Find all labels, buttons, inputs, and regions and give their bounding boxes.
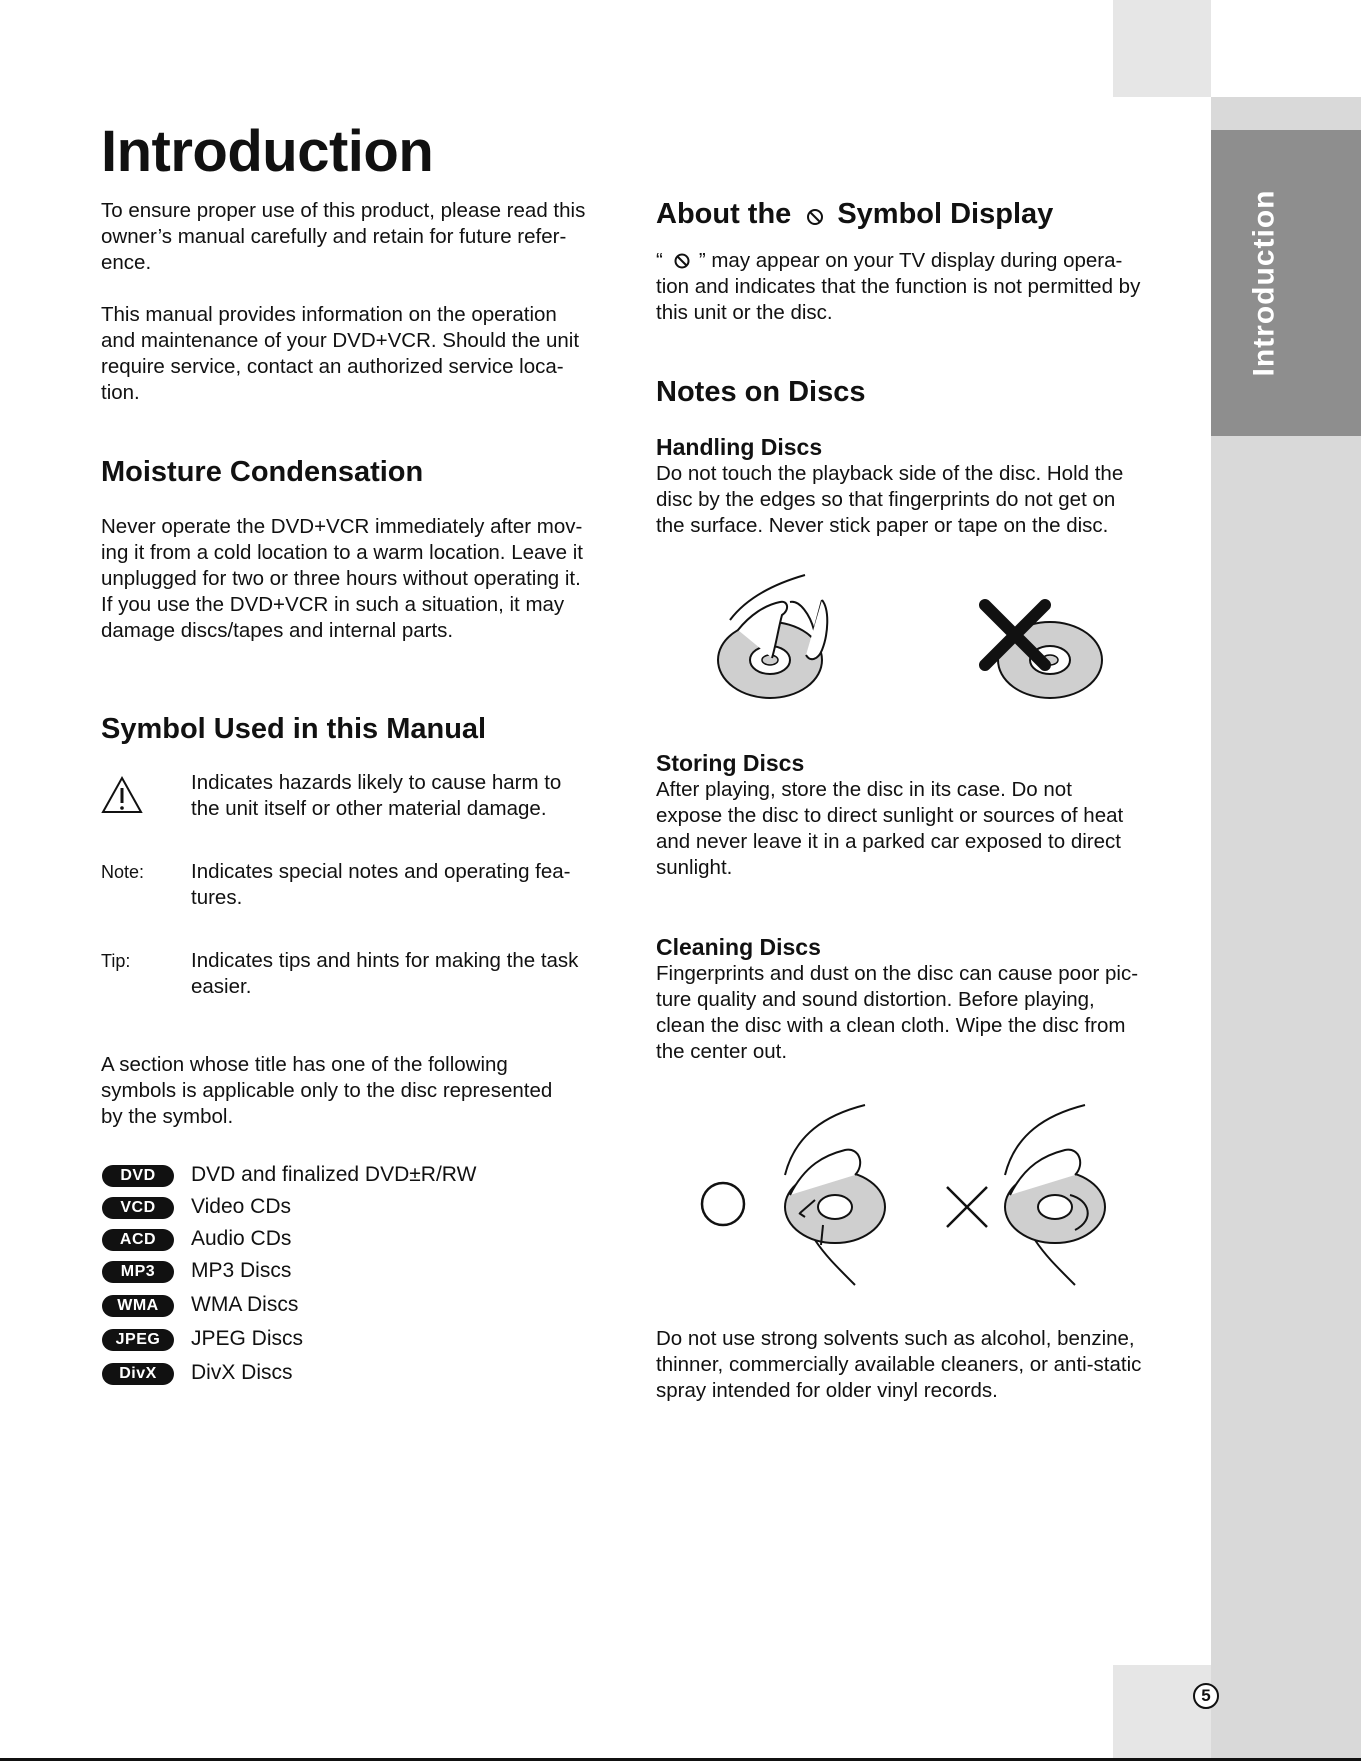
- moisture-paragraph: Never operate the DVD+VCR immediately after mov- ing it from a cold location to a warm location. Leave it unplugged for two or three hours without operating it. If you use the DVD+VCR in such a situation, it may damage discs/tapes and internal parts.: [101, 515, 583, 642]
- disc-held-correctly-illustration: [710, 560, 860, 710]
- cleaning-discs-heading: Cleaning Discs: [656, 934, 821, 960]
- cleaning-discs-paragraph: Fingerprints and dust on the disc can cause poor pic- ture quality and sound distortion. Before playing, clean the disc with a clean cloth. Wipe the disc from the center out.: [656, 962, 1139, 1063]
- warning-triangle-icon: [101, 776, 143, 814]
- dvd-badge-label: DVD and finalized DVD±R/RW: [191, 1163, 477, 1186]
- margin-bottom-block: [1113, 1665, 1211, 1761]
- disc-cleaning-illustration: [695, 1095, 1135, 1295]
- about-symbol-paragraph: “ ” may appear on your TV display during opera- tion and indicates that the function is not permitted by this unit or the disc.: [656, 249, 1141, 324]
- intro-paragraph-1: To ensure proper use of this product, please read this owner’s manual carefully and retain for future refer- ence.: [101, 199, 586, 274]
- warning-description: Indicates hazards likely to cause harm to the unit itself or other material damage.: [191, 771, 562, 820]
- margin-top-block: [1113, 0, 1211, 97]
- moisture-heading: Moisture Condensation: [101, 456, 424, 488]
- solvent-warning-paragraph: Do not use strong solvents such as alcohol, benzine, thinner, commercially available cleaners, or anti-static spray intended for older vinyl records.: [656, 1327, 1142, 1402]
- prohibited-icon-inline: [673, 252, 691, 270]
- about-symbol-heading: About the Symbol Display: [656, 198, 1054, 230]
- margin-bottom-band: [1211, 1665, 1361, 1761]
- notes-on-discs-heading: Notes on Discs: [656, 376, 866, 408]
- correct-mark-icon: [702, 1183, 744, 1225]
- symbols-heading: Symbol Used in this Manual: [101, 713, 487, 745]
- wma-badge-icon: WMA: [102, 1295, 174, 1317]
- wma-badge-label: WMA Discs: [191, 1293, 299, 1316]
- vcd-badge-label: Video CDs: [191, 1195, 291, 1218]
- jpeg-badge-label: JPEG Discs: [191, 1327, 304, 1350]
- storing-discs-heading: Storing Discs: [656, 750, 805, 776]
- tip-description: Indicates tips and hints for making the task easier.: [191, 949, 579, 998]
- disc-held-incorrectly-illustration: [975, 590, 1115, 710]
- divx-badge-label: DivX Discs: [191, 1361, 293, 1384]
- mp3-badge-label: MP3 Discs: [191, 1259, 292, 1282]
- mp3-badge-icon: MP3: [102, 1261, 174, 1283]
- disc-section-paragraph: A section whose title has one of the following symbols is applicable only to the disc represented by the symbol.: [101, 1053, 553, 1128]
- page-gutter: [1113, 97, 1211, 1665]
- prohibited-icon: [805, 205, 825, 225]
- note-description: Indicates special notes and operating fea- tures.: [191, 860, 571, 909]
- storing-discs-paragraph: After playing, store the disc in its case. Do not expose the disc to direct sunlight or sources of heat and never leave it in a parked car exposed to direct sunlight.: [656, 778, 1124, 879]
- section-tab-label: Introduction: [1247, 189, 1280, 377]
- note-key: Note:: [101, 862, 145, 882]
- page-number: 5: [1193, 1683, 1219, 1709]
- acd-badge-label: Audio CDs: [191, 1227, 292, 1250]
- intro-paragraph-2: This manual provides information on the operation and maintenance of your DVD+VCR. Should the unit require service, contact an authorized service loca- tion.: [101, 303, 580, 404]
- dvd-badge-icon: DVD: [102, 1165, 174, 1187]
- jpeg-badge-icon: JPEG: [102, 1329, 174, 1351]
- divx-badge-icon: DivX: [102, 1363, 174, 1385]
- tip-key: Tip:: [101, 951, 131, 971]
- handling-discs-paragraph: Do not touch the playback side of the disc. Hold the disc by the edges so that fingerprints do not get on the surface. Never stick paper or tape on the disc.: [656, 462, 1124, 537]
- page-title: Introduction: [101, 119, 434, 184]
- acd-badge-icon: ACD: [102, 1229, 174, 1251]
- vcd-badge-icon: VCD: [102, 1197, 174, 1219]
- handling-discs-heading: Handling Discs: [656, 434, 823, 460]
